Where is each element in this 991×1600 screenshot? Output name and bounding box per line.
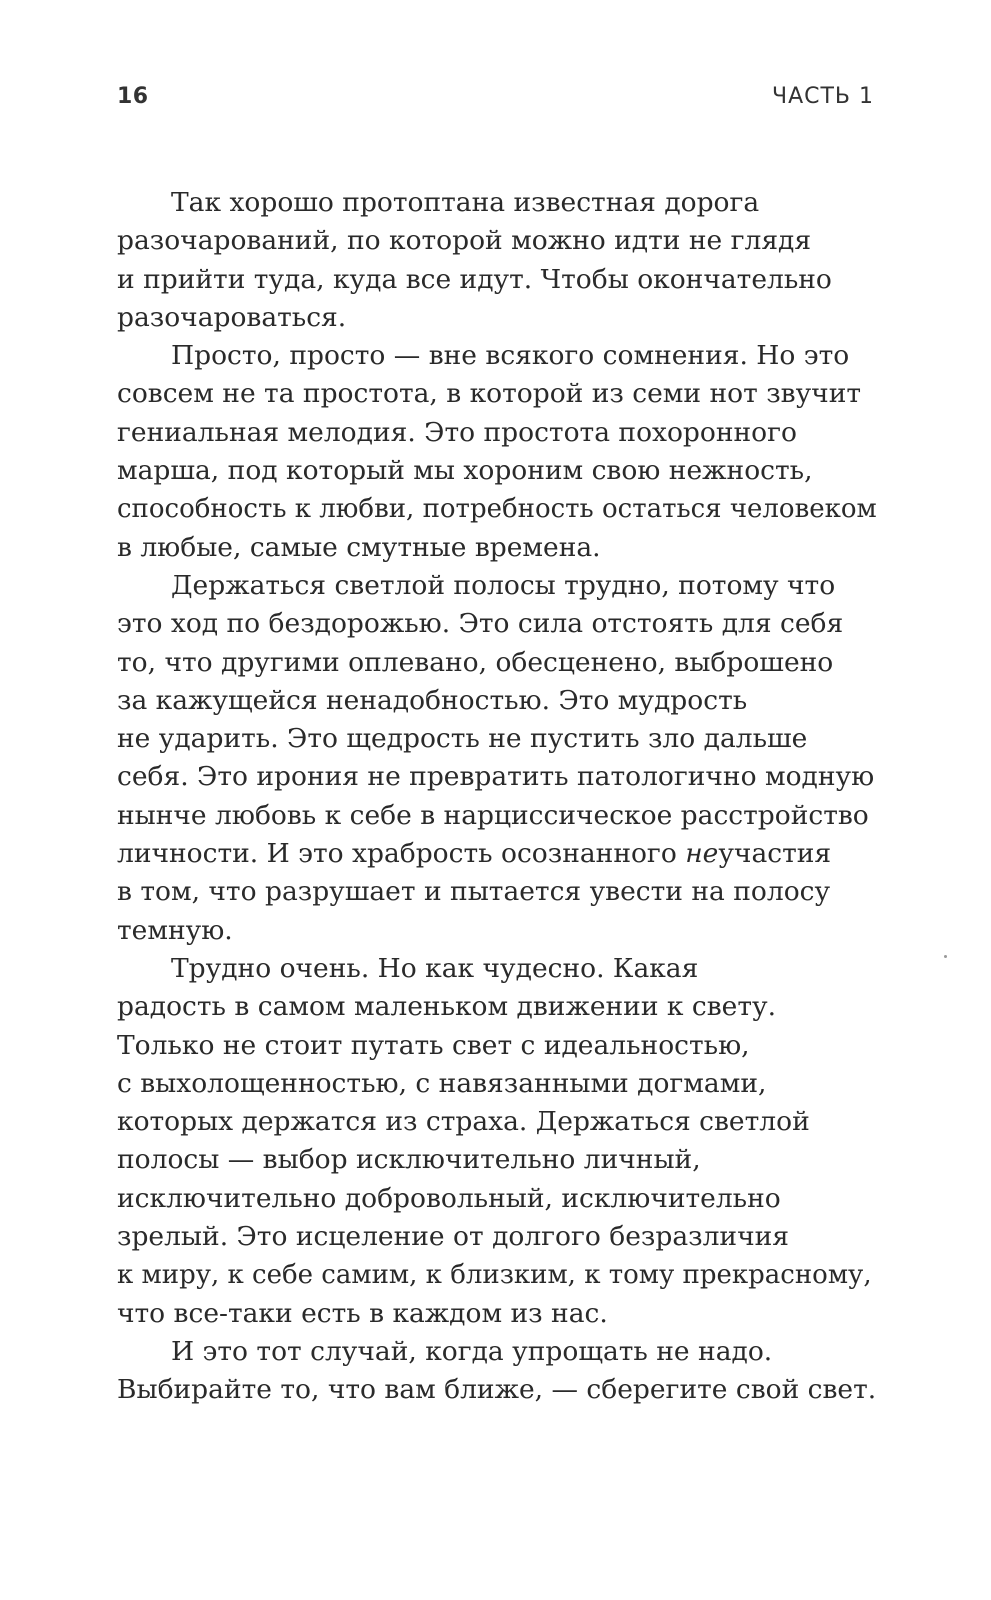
text-line: способность к любви, потребность остаться человеком — [117, 494, 877, 525]
page-number: 16 — [117, 84, 149, 109]
text-line: марша, под который мы хороним свою нежность, — [117, 455, 813, 487]
text-line: которых держатся из страха. Держаться светлой — [117, 1106, 810, 1138]
text-line: это ход по бездорожью. Это сила отстоять для себя — [117, 608, 844, 640]
text-line: к миру, к себе самим, к близким, к тому прекрасному, — [117, 1260, 872, 1291]
text-line: себя. Это ирония не превратить патологично модную — [117, 761, 875, 793]
running-head: ЧАСТЬ 1 — [771, 84, 874, 109]
text-line: радость в самом маленьком движении к свету. — [117, 991, 777, 1023]
text-line: Трудно очень. Но как чудесно. Какая — [171, 952, 699, 984]
text-line: не ударить. Это щедрость не пустить зло дальше — [117, 723, 808, 755]
scan-speck — [944, 955, 947, 958]
text-line: в любые, самые смутные времена. — [117, 531, 601, 563]
text-line: что все-таки есть в каждом из нас. — [117, 1297, 608, 1329]
text-line: разочарований, по которой можно идти не глядя — [117, 225, 812, 257]
text-line: нынче любовь к себе в нарциссическое расстройство — [117, 799, 869, 831]
text-line: в том, что разрушает и пытается увести на полосу — [117, 876, 831, 908]
text-line: за кажущейся ненадобностью. Это мудрость — [117, 684, 748, 716]
text-line: И это тот случай, когда упрощать не надо. — [171, 1335, 773, 1367]
text-line: и прийти туда, куда все идут. Чтобы окончательно — [117, 263, 832, 295]
text-line: темную. — [117, 914, 233, 946]
text-line: Просто, просто — вне всякого сомнения. Но это — [171, 340, 850, 372]
text-line: разочароваться. — [117, 301, 347, 333]
text-line: Держаться светлой полосы трудно, потому что — [171, 569, 836, 601]
body-text — [117, 184, 877, 1410]
text-line: Выбирайте то, что вам ближе, — сберегите свой свет. — [117, 1374, 877, 1406]
text-line: личности. И это храбрость осознанного неучастия — [117, 838, 832, 870]
text-line: гениальная мелодия. Это простота похоронного — [117, 416, 797, 448]
page-header — [117, 84, 874, 118]
text-line: полосы — выбор исключительно личный, — [117, 1144, 701, 1176]
text-line: с выхолощенностью, с навязанными догмами, — [117, 1067, 767, 1099]
text-line: Только не стоит путать свет с идеальностью, — [117, 1029, 750, 1061]
text-line: Так хорошо протоптана известная дорога — [171, 187, 760, 218]
text-line: то, что другими оплевано, обесценено, выброшено — [117, 646, 834, 678]
text-line: совсем не та простота, в которой из семи нот звучит — [117, 378, 862, 410]
text-line: зрелый. Это исцеление от долгого безразличия — [117, 1221, 789, 1253]
text-line: исключительно добровольный, исключительно — [117, 1182, 781, 1214]
